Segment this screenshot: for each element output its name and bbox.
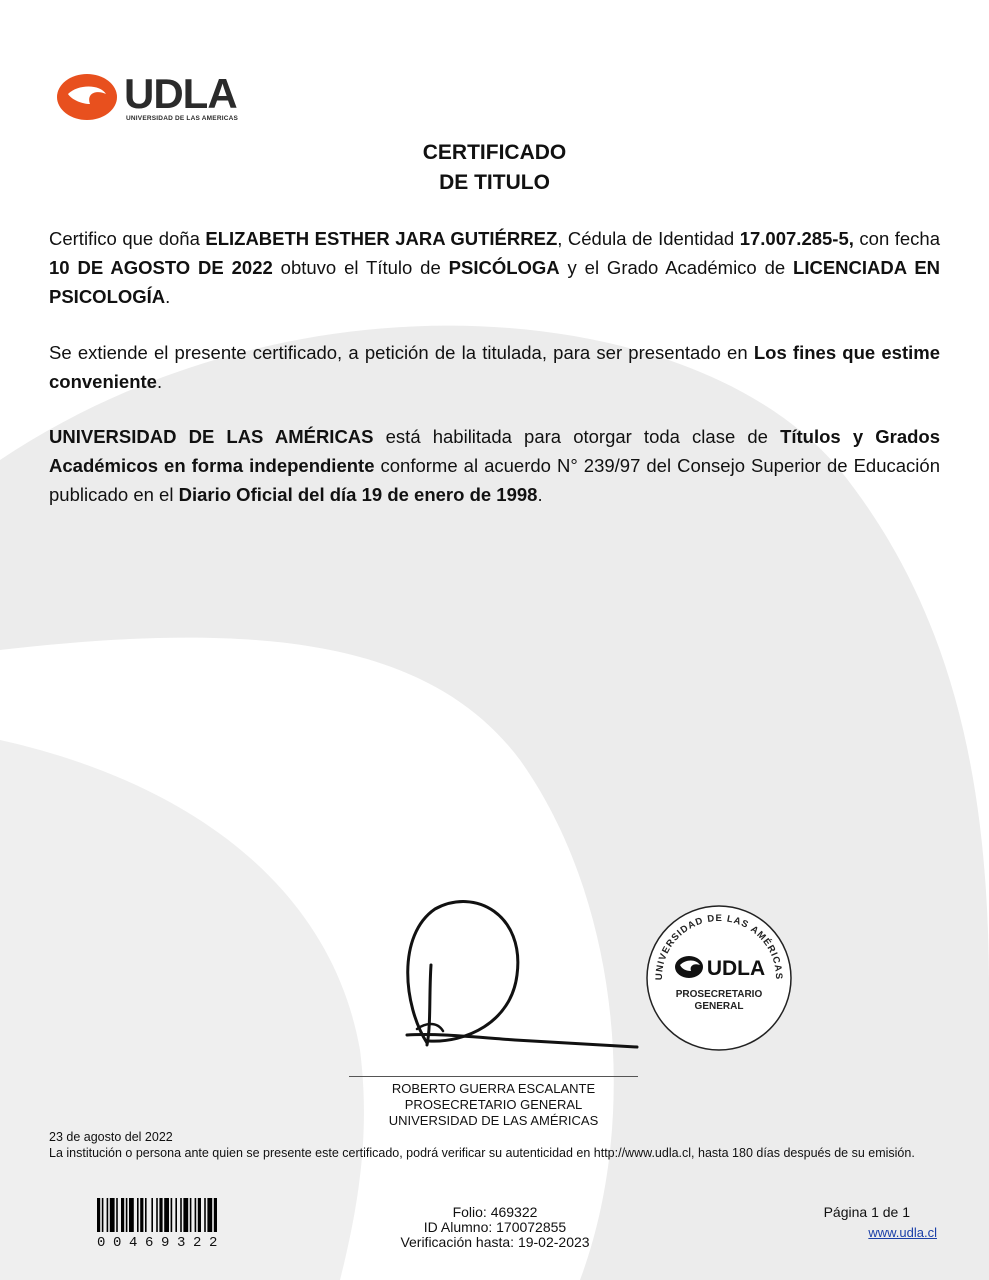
barcode-bar [183, 1198, 188, 1232]
seal-ring-text: UNIVERSIDAD DE LAS AMÉRICAS [653, 912, 785, 981]
barcode-bar [175, 1198, 177, 1232]
barcode-bar [171, 1198, 173, 1232]
seal-wordmark: UDLA [706, 957, 766, 980]
udla-logo [56, 70, 246, 130]
barcode-bar [198, 1198, 201, 1232]
seal-line1: PROSECRETARIO [675, 989, 763, 1000]
barcode-bar [129, 1198, 134, 1232]
graduation-date: 10 DE AGOSTO DE 2022 [49, 257, 273, 278]
logo-tagline: UNIVERSIDAD DE LAS AMERICAS [126, 115, 239, 122]
barcode-bar [180, 1198, 182, 1232]
academic-degree: LICENCIADA EN PSICOLOGÍA [49, 257, 941, 307]
issue-date: 23 de agosto del 2022 [49, 1130, 173, 1144]
signer-position: PROSECRETARIO GENERAL [404, 1097, 583, 1112]
verification-notice: La institución o persona ante quien se presente este certificado, podrá verificar su autenticidad en http://www.udla.cl, hasta 180 días después de su emisión. [49, 1146, 915, 1160]
certificate-title-line1: CERTIFICADO [422, 141, 567, 164]
barcode-bar [137, 1198, 139, 1232]
barcode-number: 00469322 [97, 1235, 226, 1251]
handwritten-signature [395, 895, 645, 1060]
signer-name: ROBERTO GUERRA ESCALANTE [391, 1081, 596, 1096]
barcode-bar [164, 1198, 169, 1232]
barcode-bar [207, 1198, 212, 1232]
professional-title: PSICÓLOGA [448, 257, 560, 278]
barcode-bar [151, 1198, 153, 1232]
graduate-name: ELIZABETH ESTHER JARA GUTIÉRREZ [205, 228, 558, 249]
purpose-paragraph: Se extiende el presente certificado, a petición de la titulada, para ser presentado en Los fines que estime conveniente. [49, 342, 940, 392]
udla-logo-icon [56, 70, 120, 122]
gazette-reference: Diario Oficial del día 19 de enero de 1998 [178, 484, 538, 505]
purpose-text: Los fines que estime conveniente [49, 342, 940, 392]
accreditation-paragraph: UNIVERSIDAD DE LAS AMÉRICAS está habilitada para otorgar toda clase de Títulos y Grados Académicos en forma independiente conforme al acuerdo N° 239/97 del Consejo Superior de Educación publicado en el Diario Oficial del día 19 de enero de 1998. [49, 426, 941, 505]
student-id: ID Alumno: 170072855 [423, 1219, 567, 1235]
certification-paragraph: Certifico que doña ELIZABETH ESTHER JARA GUTIÉRREZ, Cédula de Identidad 17.007.285-5, con fecha 10 DE AGOSTO DE 2022 obtuvo el Título de PSICÓLOGA y el Grado Académico de LICENCIADA EN PSICOLOGÍA. [49, 228, 941, 307]
official-seal [644, 903, 794, 1053]
certificate-title-line2: DE TITULO [439, 171, 550, 194]
page-number: Página 1 de 1 [823, 1204, 910, 1220]
barcode-bar [214, 1198, 217, 1232]
grant-text: Títulos y Grados Académicos en forma independiente [49, 426, 941, 476]
verification-deadline: Verificación hasta: 19-02-2023 [400, 1234, 590, 1250]
barcode-bar [121, 1198, 124, 1232]
barcode-bar [145, 1198, 147, 1232]
logo-wordmark: UDLA [124, 70, 237, 117]
website-link[interactable]: www.udla.cl [868, 1225, 937, 1240]
barcode-bar [102, 1198, 104, 1232]
university-name: UNIVERSIDAD DE LAS AMÉRICAS [49, 426, 374, 447]
barcode-bar [126, 1198, 128, 1232]
barcode-bar [159, 1198, 162, 1232]
barcode-bar [190, 1198, 192, 1232]
folio: Folio: 469322 [452, 1204, 538, 1220]
barcode [97, 1198, 262, 1232]
signature-line [349, 1076, 638, 1077]
id-number: 17.007.285-5, [739, 228, 854, 249]
seal-line2: GENERAL [694, 1001, 744, 1012]
barcode-bar [140, 1198, 143, 1232]
barcode-bar [156, 1198, 158, 1232]
barcode-bar [110, 1198, 115, 1232]
barcode-bar [204, 1198, 206, 1232]
barcode-bar [97, 1198, 100, 1232]
barcode-bar [116, 1198, 118, 1232]
barcode-bar [195, 1198, 197, 1232]
barcode-bar [107, 1198, 109, 1232]
signer-institution: UNIVERSIDAD DE LAS AMÉRICAS [388, 1113, 599, 1128]
